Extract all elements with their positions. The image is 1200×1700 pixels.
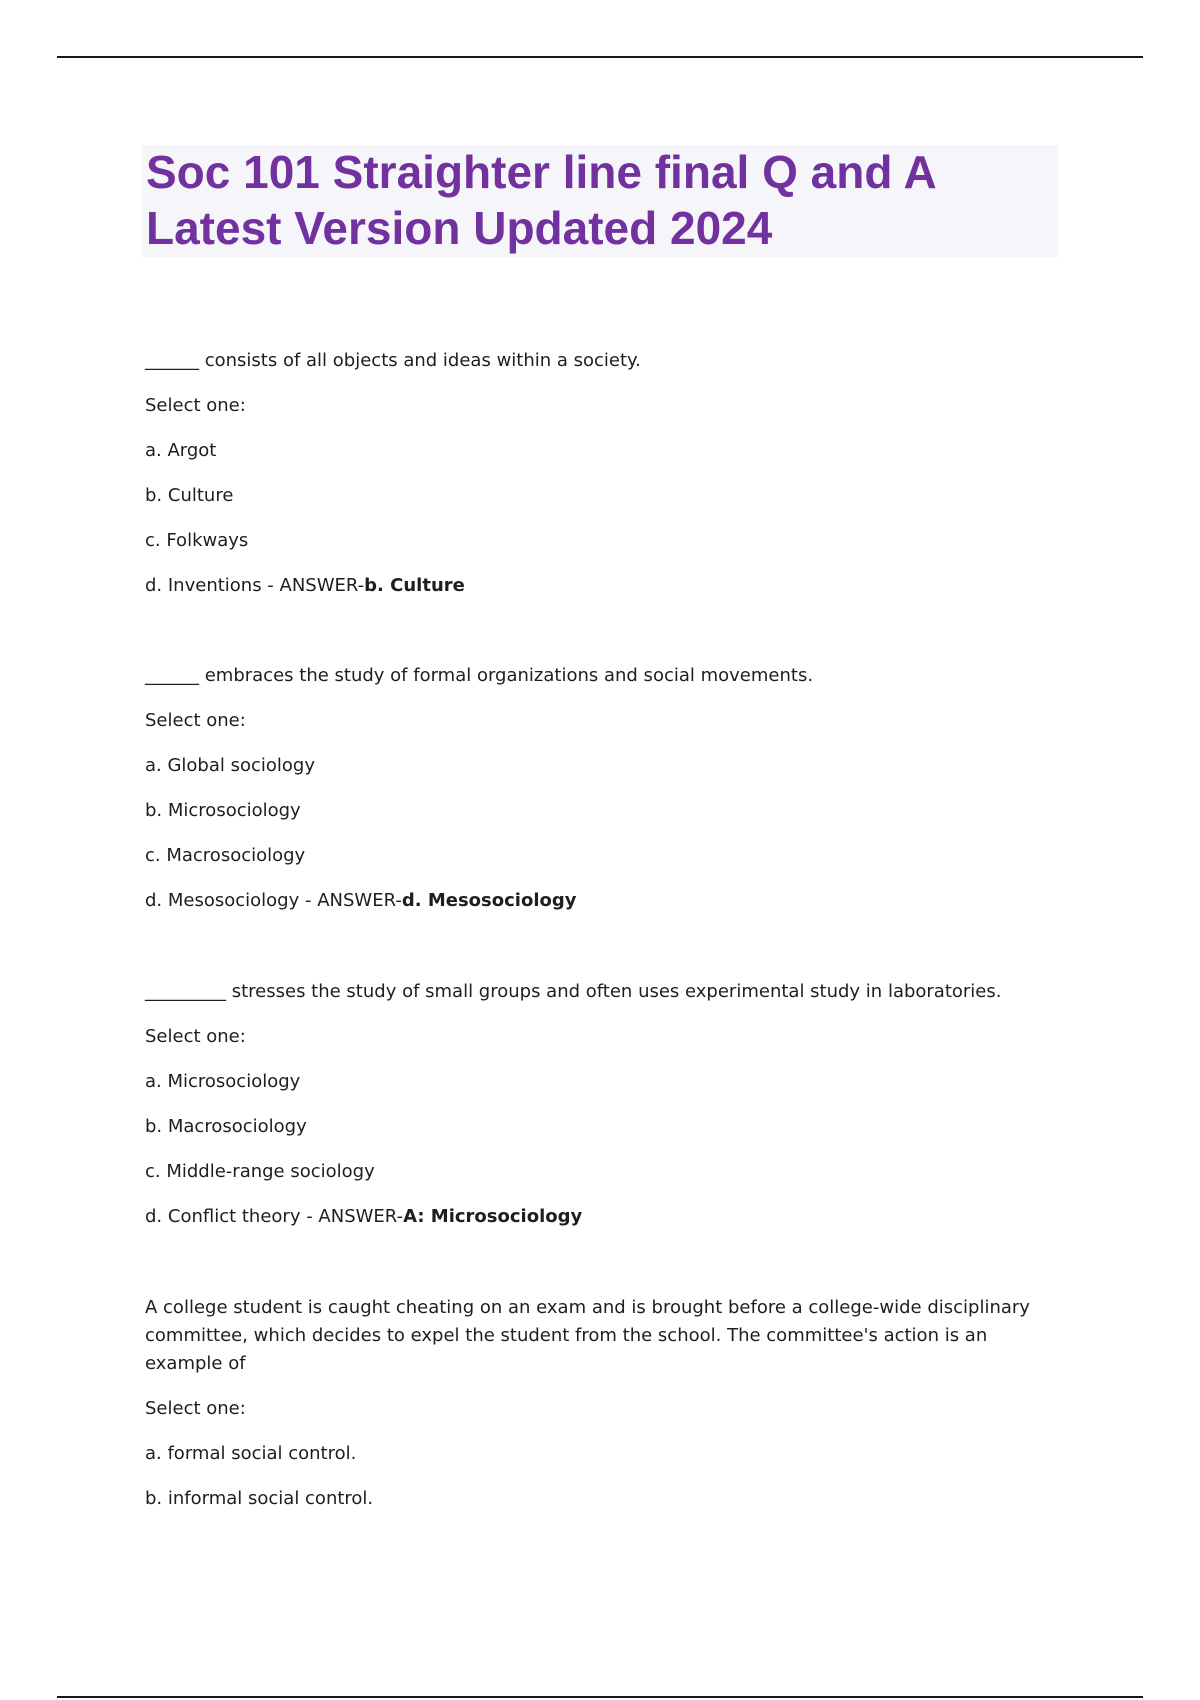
option-a: a. Global sociology [145,755,316,776]
option-c: c. Middle-range sociology [145,1161,375,1182]
option-d-with-answer [145,572,1045,600]
answer-key: d. Mesosociology [401,890,577,911]
option-b: b. Macrosociology [145,1116,307,1137]
answer-key: A: Microsociology [403,1206,583,1227]
option-a: a. Argot [145,440,217,461]
question-stem: _________ stresses the study of small groups and often uses experimental study in laboratories. [145,981,1002,1002]
option-b: b. Culture [145,485,234,506]
option-c: c. Folkways [145,530,249,551]
question-stem: ______ embraces the study of formal organizations and social movements. [145,665,814,686]
question-stem: ______ consists of all objects and ideas within a society. [145,350,641,371]
question-2 [145,662,1045,915]
select-one-label: Select one: [145,710,246,731]
option-a: a. formal social control. [145,1443,357,1464]
option-b: b. informal social control. [145,1488,374,1509]
select-one-label: Select one: [145,395,246,416]
option-a: a. Microsociology [145,1071,301,1092]
question-list [145,347,1045,1513]
document-title [146,144,1046,256]
answer-key: b. Culture [364,575,465,596]
option-d: d. Inventions - ANSWER- [145,575,365,596]
title-line-1: Soc 101 Straighter line final Q and A [146,146,937,198]
question-3 [145,978,1045,1231]
option-d-with-answer [145,887,1045,915]
top-rule [57,56,1143,58]
option-d: d. Conflict theory - ANSWER- [145,1206,404,1227]
option-d-with-answer [145,1203,1045,1231]
option-d: d. Mesosociology - ANSWER- [145,890,402,911]
select-one-label: Select one: [145,1026,246,1047]
title-line-2: Latest Version Updated 2024 [146,202,773,254]
question-1 [145,347,1045,600]
option-b: b. Microsociology [145,800,301,821]
question-stem: A college student is caught cheating on an exam and is brought before a college-wide disciplinary committee, which decides to expel the student from the school. The committee's action is an example of [145,1297,1030,1374]
option-c: c. Macrosociology [145,845,306,866]
bottom-rule [57,1696,1143,1698]
question-4 [145,1294,1045,1513]
select-one-label: Select one: [145,1398,246,1419]
